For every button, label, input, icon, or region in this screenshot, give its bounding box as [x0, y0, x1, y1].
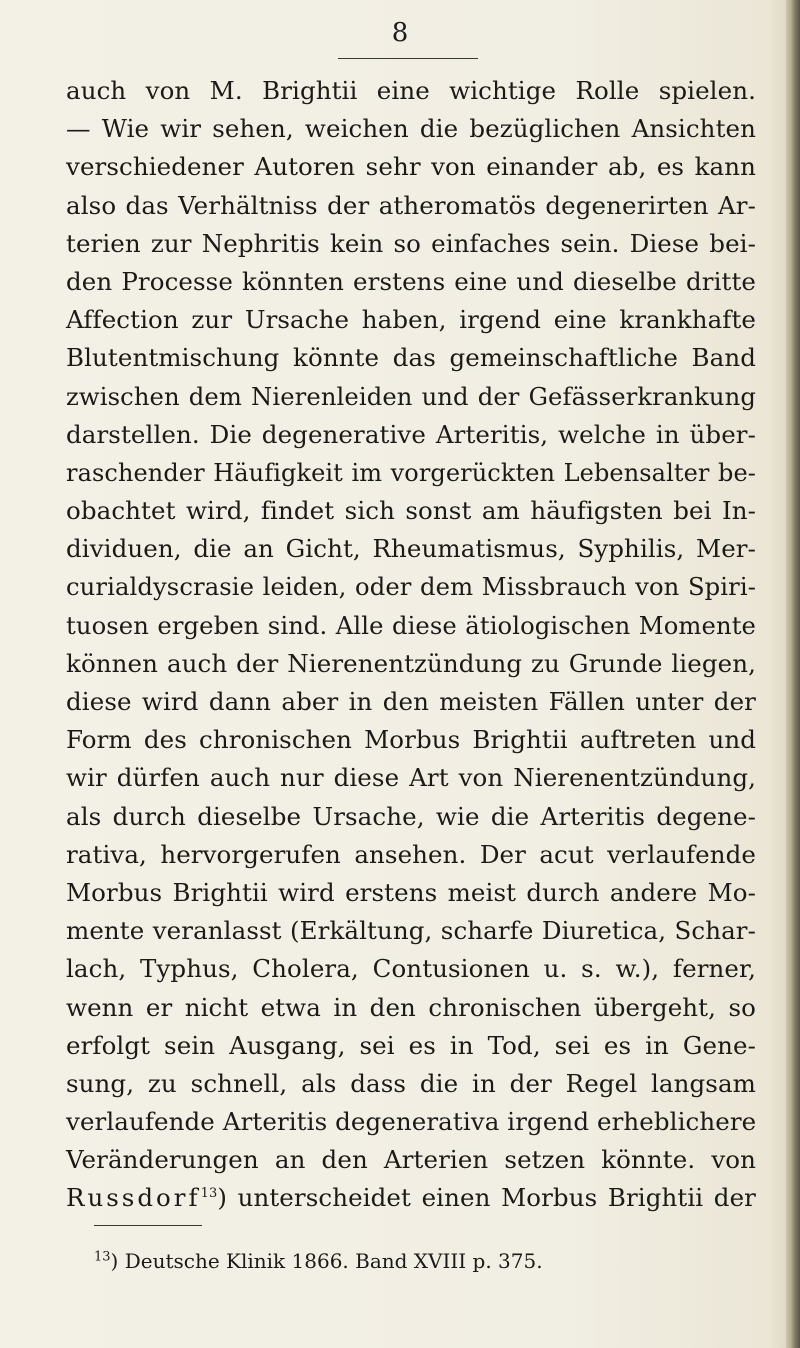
- text-line: also das Verhältniss der atheromatös degenerirten Ar-: [66, 190, 756, 220]
- body-text: [66, 72, 756, 1218]
- footnote-mark: 13: [94, 1249, 111, 1265]
- text-line: erfolgt sein Ausgang, sei es in Tod, sei es in Gene-: [66, 1030, 756, 1060]
- footnote: [94, 1248, 543, 1274]
- text-line: Blutentmischung könnte das gemeinschaftliche Band: [66, 343, 756, 373]
- text-line: rativa, hervorgerufen ansehen. Der acut verlaufende: [66, 839, 756, 869]
- text-line-last: [66, 1179, 756, 1217]
- page-number: 8: [391, 18, 409, 48]
- text-line: raschender Häufigkeit im vorgerückten Lebensalter be-: [66, 458, 756, 487]
- page-binding-edge: [786, 0, 800, 1348]
- text-line: Form des chronischen Morbus Brightii auftreten und: [66, 725, 756, 755]
- footnote-text: ) Deutsche Klinik 1866. Band XVIII p. 375.: [110, 1249, 543, 1273]
- text-line: als durch dieselbe Ursache, wie die Arteritis degene-: [66, 801, 756, 831]
- author-name-spaced: Russdorf: [66, 1183, 201, 1213]
- text-line: darstellen. Die degenerative Arteritis, welche in über-: [66, 419, 756, 449]
- text-line: diese wird dann aber in den meisten Fällen unter der: [66, 687, 756, 716]
- text-line: sung, zu schnell, als dass die in der Regel langsam: [66, 1068, 756, 1098]
- text-line: verlaufende Arteritis degenerativa irgend erheblichere: [66, 1107, 757, 1137]
- text-line: tuosen ergeben sind. Alle diese ätiologischen Momente: [66, 610, 756, 640]
- text-line: auch von M. Brightii eine wichtige Rolle spielen.: [66, 76, 756, 105]
- text-line: zwischen dem Nierenleiden und der Gefässerkrankung: [66, 381, 756, 411]
- text-line: terien zur Nephritis kein so einfaches sein. Diese bei-: [66, 228, 756, 258]
- text-line: wir dürfen auch nur diese Art von Nierenentzündung,: [66, 763, 756, 793]
- text-line: obachtet wird, findet sich sonst am häufigsten bei In-: [66, 496, 756, 526]
- text-line: den Processe könnten erstens eine und dieselbe dritte: [66, 266, 756, 296]
- text-line: dividuen, die an Gicht, Rheumatismus, Syphilis, Mer-: [66, 534, 756, 564]
- text-line: Affection zur Ursache haben, irgend eine krankhafte: [66, 305, 756, 335]
- text-line: können auch der Nierenentzündung zu Grunde liegen,: [66, 648, 756, 678]
- text-line: mente veranlasst (Erkältung, scharfe Diuretica, Schar-: [66, 916, 756, 946]
- text-line: — Wie wir sehen, weichen die bezüglichen Ansichten: [66, 114, 756, 144]
- text-line: verschiedener Autoren sehr von einander ab, es kann: [66, 152, 756, 182]
- footnote-reference: 13: [200, 1186, 218, 1202]
- text-line: wenn er nicht etwa in den chronischen übergeht, so: [66, 992, 756, 1022]
- text-line-rest: ) unterscheidet einen Morbus Brightii der: [217, 1183, 756, 1213]
- header-rule: [338, 58, 478, 59]
- text-line: curialdyscrasie leiden, oder dem Missbrauch von Spiri-: [66, 572, 756, 602]
- footnote-rule: [94, 1225, 202, 1226]
- text-line: Veränderungen an den Arterien setzen könnte. von: [66, 1145, 756, 1175]
- text-line: lach, Typhus, Cholera, Contusionen u. s. w.), ferner,: [66, 954, 756, 984]
- text-line: Morbus Brightii wird erstens meist durch andere Mo-: [66, 877, 756, 907]
